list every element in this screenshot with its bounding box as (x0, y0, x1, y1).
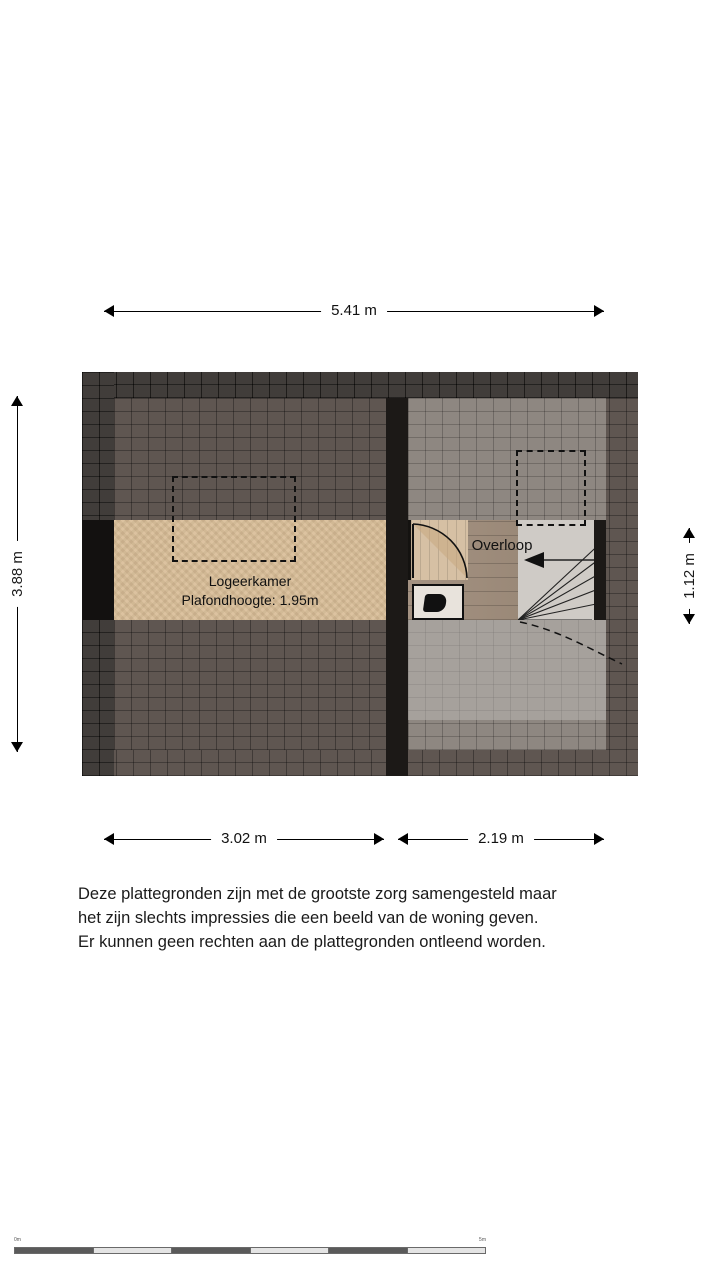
dimension-bottom-left-label: 3.02 m (211, 828, 277, 850)
scale-segment (408, 1248, 486, 1253)
scale-bar-segments (14, 1247, 486, 1254)
disclaimer-line-2: het zijn slechts impressies die een beeld van de woning geven. (78, 909, 539, 927)
scale-segment (251, 1248, 330, 1253)
arrow-left-icon (104, 833, 114, 845)
skylight-outline-right (516, 450, 586, 526)
disclaimer-line-3: Er kunnen geen rechten aan de plattegronden ontleend worden. (78, 933, 546, 951)
room-name: Overloop (471, 537, 533, 554)
arrow-right-icon (374, 833, 384, 845)
arrow-right-icon (594, 305, 604, 317)
room-ceiling-height: Plafondhoogte: 1.95m (181, 592, 319, 608)
scale-segment (94, 1248, 173, 1253)
toilet-fixture (412, 584, 464, 620)
scale-start-label: 0m (14, 1237, 21, 1243)
dimension-left-height (6, 396, 30, 752)
room-name: Logeerkamer (208, 573, 292, 589)
wall-left-segment (82, 520, 114, 620)
room-label-logeerkamer (168, 572, 332, 610)
toilet-icon (423, 594, 448, 612)
arrow-left-icon (104, 305, 114, 317)
scale-segment (172, 1248, 251, 1253)
dimension-top-width (104, 300, 604, 324)
dimension-bottom-left-width (104, 828, 384, 852)
scale-segment (15, 1248, 94, 1253)
dimension-top-width-label: 5.41 m (321, 300, 387, 322)
stair-wall-right (594, 520, 606, 620)
disclaimer-line-1: Deze plattegronden zijn met de grootste zorg samengesteld maar (78, 885, 557, 903)
dimension-left-height-label: 3.88 m (8, 541, 28, 607)
arrow-down-icon (683, 614, 695, 624)
arrow-left-icon (398, 833, 408, 845)
dimension-bottom-right-label: 2.19 m (468, 828, 534, 850)
dimension-right-height (678, 528, 702, 624)
roof-edge-bottom (82, 372, 638, 398)
arrow-down-icon (11, 742, 23, 752)
scale-segment (329, 1248, 408, 1253)
scale-end-label: 5m (479, 1237, 486, 1243)
scale-bar (14, 1237, 486, 1258)
dimension-bottom-right-width (398, 828, 604, 852)
stair-steps-icon (518, 520, 606, 620)
wall-center (386, 372, 408, 776)
dimension-right-height-label: 1.12 m (680, 543, 700, 609)
arrow-right-icon (594, 833, 604, 845)
stair-railing-dashed (518, 620, 628, 678)
disclaimer-text (78, 882, 648, 954)
floorplan-drawing (82, 372, 638, 776)
skylight-outline-left (172, 476, 296, 562)
staircase (518, 520, 606, 620)
room-label-overloop (432, 536, 572, 555)
arrow-up-icon (11, 396, 23, 406)
arrow-up-icon (683, 528, 695, 538)
